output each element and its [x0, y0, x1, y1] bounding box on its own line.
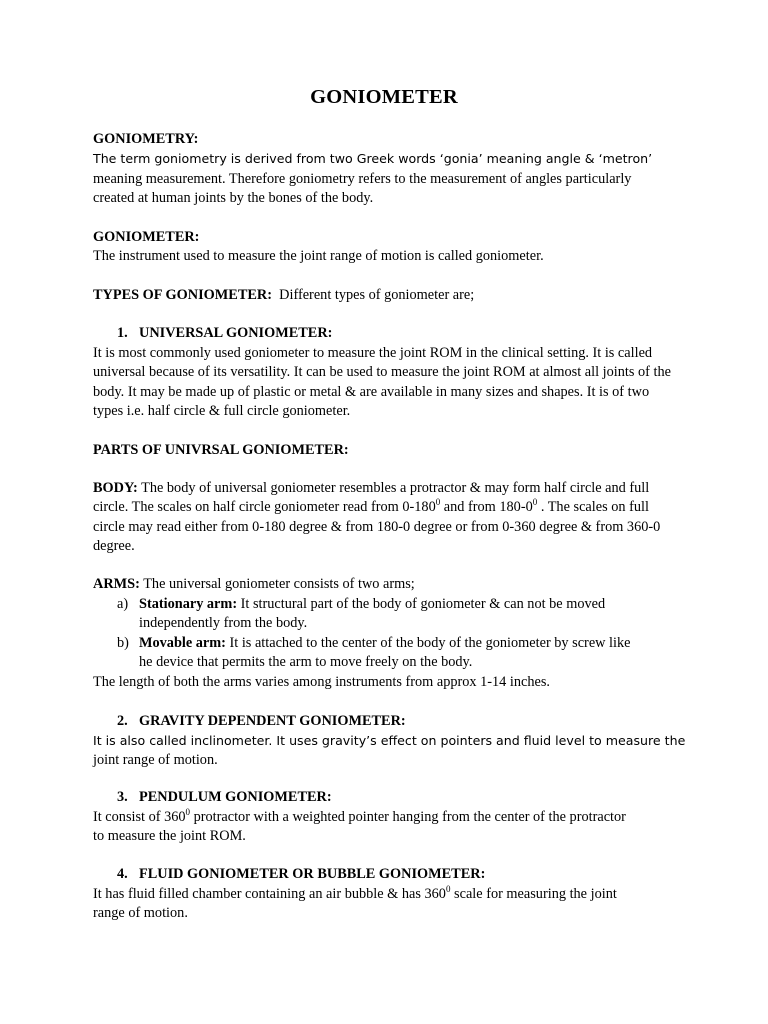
universal-heading [117, 324, 332, 343]
fluid-number: 4. [117, 866, 128, 882]
pendulum-text-b: protractor with a weighted pointer hanging from the center of the protractor [190, 809, 626, 825]
fluid-heading [117, 865, 485, 884]
arms-item-text: independently from the body. [139, 615, 308, 632]
body-sup-2: 0 [532, 497, 538, 508]
arms-item-text: It is attached to the center of the body of the goniometer by screw like [229, 635, 631, 651]
body-paragraph [93, 479, 678, 557]
section-types [93, 286, 688, 305]
arms-label: ARMS: [93, 576, 140, 592]
fluid-sup: 0 [445, 884, 451, 895]
arms-length [93, 673, 688, 692]
goniometer-heading: GONIOMETER: [93, 229, 200, 245]
arms-item-marker: b) [117, 635, 129, 651]
types-text: Different types of goniometer are; [279, 287, 475, 303]
body-text-b: and from 180-0 [443, 499, 533, 516]
goniometer-text: The instrument used to measure the joint range of motion is called goniometer. [93, 248, 544, 265]
universal-heading-text: UNIVERSAL GONIOMETER: [139, 325, 333, 341]
section-gravity [93, 731, 698, 771]
fluid-text-line2: range of motion. [93, 905, 188, 922]
parts-heading: PARTS OF UNIVRSAL GONIOMETER: [93, 442, 349, 458]
section-universal [93, 344, 682, 422]
pendulum-sup: 0 [185, 807, 191, 818]
goniometry-heading: GONIOMETRY: [93, 131, 199, 147]
body-text-a: The body of universal goniometer resembles a protractor & may form half circle and full circle. The scales on half circle goniometer read from 0-180 [93, 480, 650, 516]
goniometry-text [93, 149, 673, 208]
section-goniometer-definition [93, 228, 688, 267]
arms-item-label: Movable arm: [139, 635, 226, 651]
arms-length-text: The length of both the arms varies among instruments from approx 1-14 inches. [93, 674, 550, 690]
gravity-heading-text: GRAVITY DEPENDENT GONIOMETER: [139, 713, 406, 729]
pendulum-text-line2: to measure the joint ROM. [93, 828, 246, 845]
gravity-text-line2: joint range of motion. [93, 752, 218, 769]
pendulum-heading-text: PENDULUM GONIOMETER: [139, 789, 332, 805]
section-body [93, 479, 678, 557]
body-label: BODY: [93, 480, 138, 496]
gravity-heading [117, 712, 406, 731]
arms-item-text: It structural part of the body of goniometer & can not be moved [240, 596, 606, 612]
arms-item-movable [117, 634, 688, 673]
body-sup-1: 0 [435, 497, 441, 508]
universal-number: 1. [117, 325, 128, 341]
goniometry-text-line1: The term goniometry is derived from two Greek words ‘gonia’ meaning angle & ‘metron’ [93, 151, 653, 167]
fluid-text-b: scale for measuring the joint [450, 886, 617, 902]
pendulum-text-a: It consist of 360 [93, 809, 186, 825]
arms-item-text: he device that permits the arm to move freely on the body. [139, 654, 473, 671]
page-title: GONIOMETER [310, 86, 458, 108]
section-goniometry [93, 130, 688, 209]
fluid-text-a: It has fluid filled chamber containing an air bubble & has 360 [93, 886, 446, 902]
pendulum-heading [117, 788, 332, 807]
goniometry-text-rest: meaning measurement. Therefore goniometry refers to the measurement of angles particularly created at human joints by the bones of the body. [93, 170, 632, 207]
arms-item-marker: a) [117, 596, 129, 612]
types-heading: TYPES OF GONIOMETER: [93, 287, 272, 303]
gravity-number: 2. [117, 713, 128, 729]
arms-text: The universal goniometer consists of two arms; [143, 576, 415, 592]
arms-item-stationary [117, 595, 688, 634]
section-pendulum [93, 808, 698, 847]
arms-item-label: Stationary arm: [139, 596, 238, 612]
fluid-heading-text: FLUID GONIOMETER OR BUBBLE GONIOMETER: [139, 866, 486, 882]
section-fluid [93, 885, 698, 924]
gravity-text-line1: It is also called inclinometer. It uses gravity’s effect on pointers and fluid level to measure the [93, 733, 686, 748]
section-parts [93, 441, 688, 460]
section-arms [93, 575, 688, 594]
pendulum-number: 3. [117, 789, 128, 805]
body-text-c: . The scales on full circle may read either from 0-180 degree & from 180-0 degree or from 0-360 degree & from 360-0 degree. [93, 499, 661, 555]
universal-text: It is most commonly used goniometer to measure the joint ROM in the clinical setting. It is called universal because of its versatility. It can be used to measure the joint ROM at almost all joints of the body. It may be made up of plastic or metal & are available in many sizes and shapes. It is of two types i.e. half circle & full circle goniometer. [93, 345, 671, 420]
